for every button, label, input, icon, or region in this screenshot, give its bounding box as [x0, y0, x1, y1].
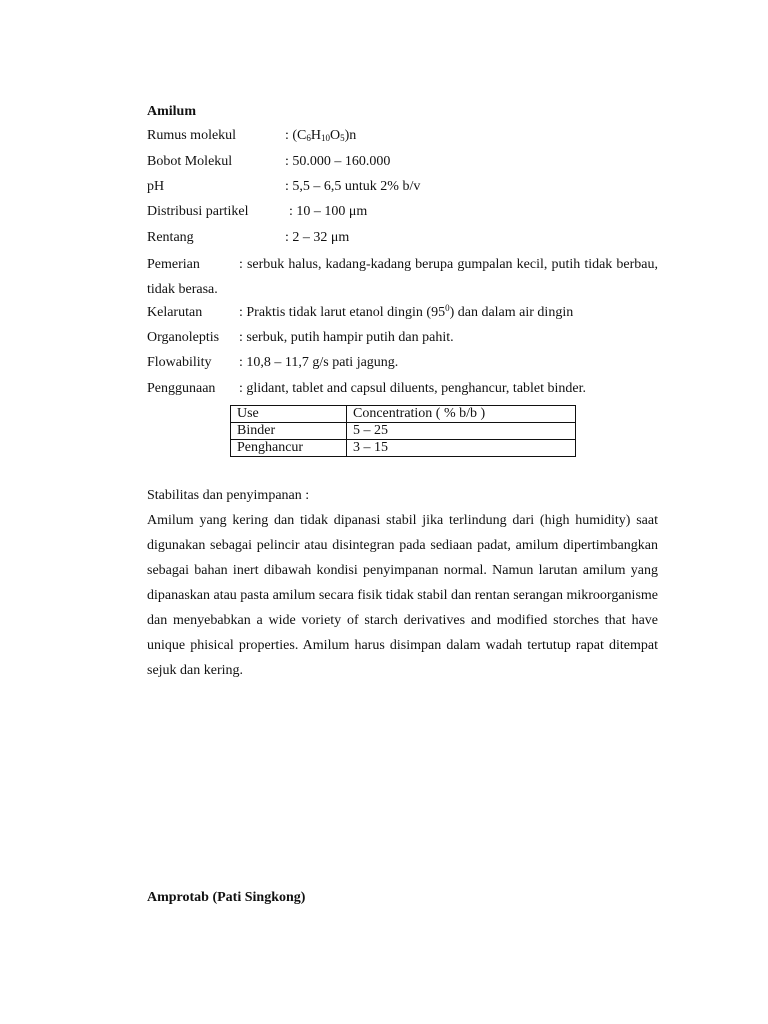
- kelarutan-degree: 0: [445, 303, 450, 313]
- stabilitas-title: Stabilitas dan penyimpanan :: [147, 488, 310, 503]
- table-cell: Penghancur: [231, 440, 347, 457]
- organoleptis-label: Organoleptis: [147, 330, 220, 345]
- organoleptis-value: : serbuk, putih hampir putih dan pahit.: [239, 330, 454, 345]
- pemerian-value: : serbuk halus, kadang-kadang berupa gumpalan kecil, putih tidak berbau, tidak berasa.: [147, 257, 658, 297]
- pemerian-paragraph: [147, 252, 658, 302]
- stabilitas-paragraph: Amilum yang kering dan tidak dipanasi stabil jika terlindung dari (high humidity) saat digunakan sebagai pelincir atau disintegran pada sediaan padat, amilum dipertimbangkan sebagai bahan inert dibawah kondisi penyimpanan normal. Namun larutan amilum yang dipanaskan atau pasta amilum secara fisik tidak stabil dan rentan serangan mikroorganisme dan menyebabkan a wide voriety of starch derivatives and modified storches that have unique phisical properties. Amilum harus disimpan dalam wadah tertutup rapat ditempat sejuk dan kering.: [147, 513, 658, 678]
- ph-value: : 5,5 – 6,5 untuk 2% b/v: [285, 179, 421, 194]
- kelarutan-value: [239, 304, 573, 322]
- penggunaan-value: : glidant, tablet and capsul diluents, penghancur, tablet binder.: [239, 381, 587, 396]
- table-row: [231, 423, 576, 440]
- table-header-row: [231, 406, 576, 423]
- rumus-sub-c: 6: [306, 133, 311, 143]
- ph-label: pH: [147, 179, 165, 194]
- kelarutan-label: Kelarutan: [147, 305, 203, 320]
- rumus-sub-h: 10: [321, 133, 331, 143]
- rumus-o: O: [330, 128, 341, 143]
- table-cell: 5 – 25: [347, 423, 576, 440]
- distribusi-partikel-label: Distribusi partikel: [147, 204, 249, 219]
- rumus-end: )n: [344, 128, 357, 143]
- bobot-molekul-value: : 50.000 – 160.000: [285, 154, 391, 169]
- flowability-value: : 10,8 – 11,7 g/s pati jagung.: [239, 355, 399, 370]
- use-concentration-table: [230, 405, 576, 457]
- rentang-value: : 2 – 32 μm: [285, 230, 350, 245]
- rumus-colon: : (C: [285, 128, 307, 143]
- rumus-molekul-label: Rumus molekul: [147, 128, 237, 143]
- table-header-cell: Concentration ( % b/b ): [347, 406, 576, 423]
- table-cell: Binder: [231, 423, 347, 440]
- distribusi-partikel-value: : 10 – 100 μm: [289, 204, 368, 219]
- table-row: [231, 440, 576, 457]
- table-header-cell: Use: [231, 406, 347, 423]
- flowability-label: Flowability: [147, 355, 212, 370]
- amilum-title: Amilum: [147, 104, 196, 119]
- rumus-molekul-value: [285, 127, 356, 145]
- pemerian-label: Pemerian: [147, 257, 200, 272]
- penggunaan-label: Penggunaan: [147, 381, 216, 396]
- rentang-label: Rentang: [147, 230, 194, 245]
- amprotab-title: Amprotab (Pati Singkong): [147, 890, 306, 905]
- kelarutan-text-b: ) dan dalam air dingin: [449, 305, 574, 320]
- rumus-sub-o: 5: [340, 133, 345, 143]
- table-cell: 3 – 15: [347, 440, 576, 457]
- kelarutan-text-a: : Praktis tidak larut etanol dingin (95: [239, 305, 446, 320]
- rumus-h: H: [310, 128, 322, 143]
- bobot-molekul-label: Bobot Molekul: [147, 154, 233, 169]
